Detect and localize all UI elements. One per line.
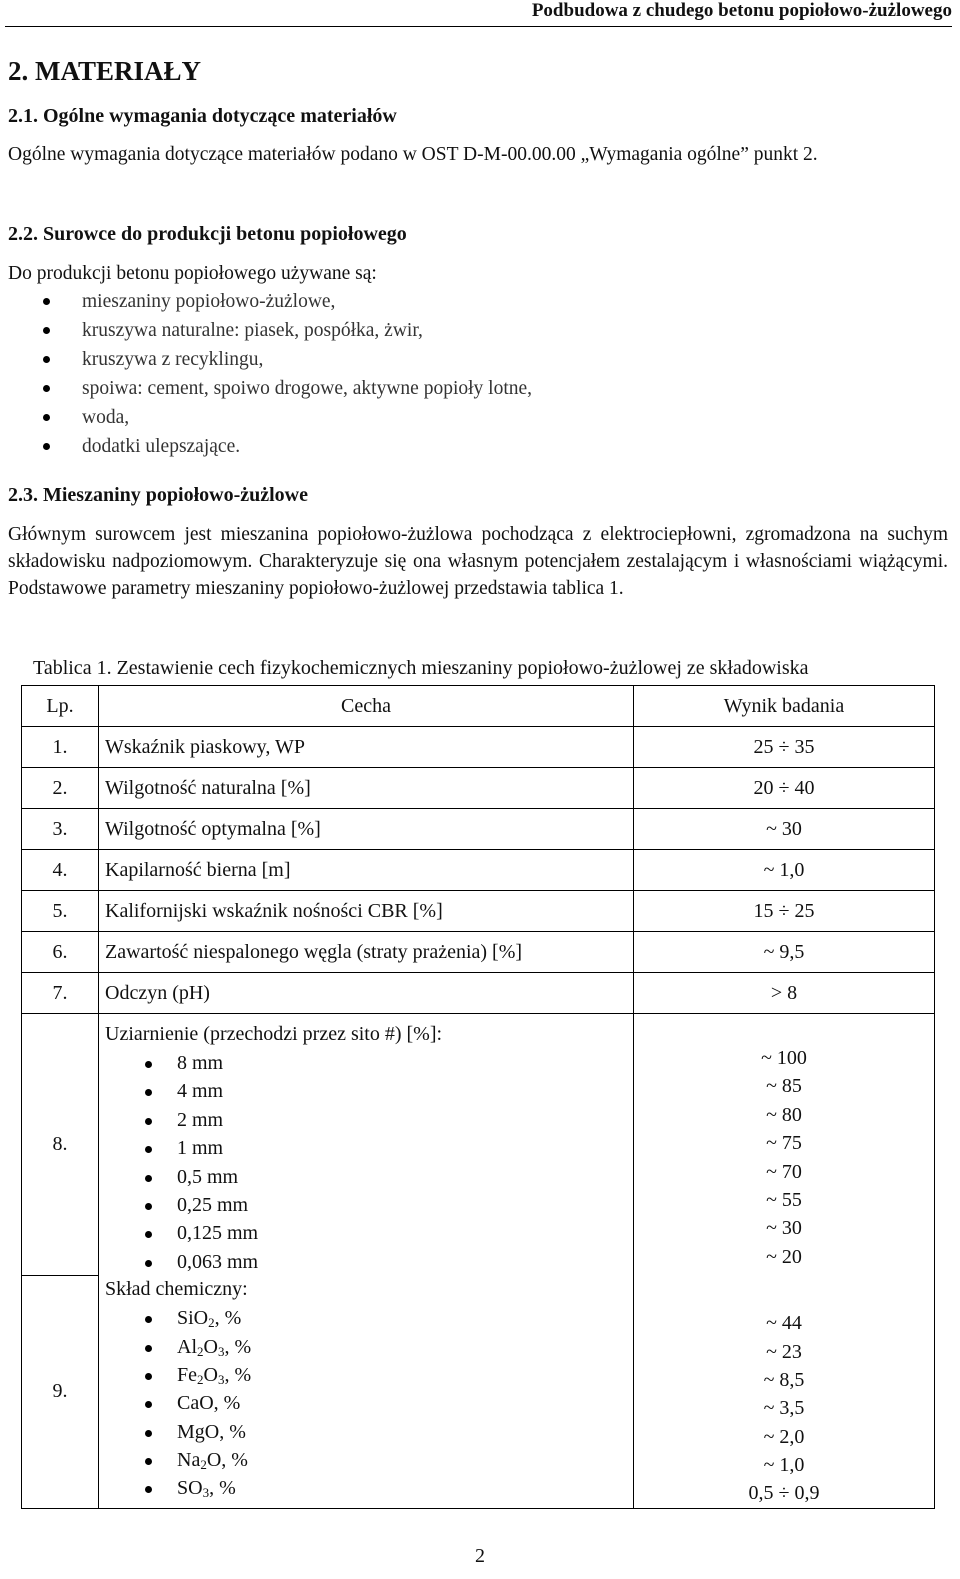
table-row: [22, 932, 935, 973]
table-row: [22, 850, 935, 891]
table-row: [22, 809, 935, 850]
table-row: [22, 768, 935, 809]
row-feature: Zawartość niespalonego węgla (straty prażenia) [%]: [99, 932, 634, 973]
grain-block: [105, 1014, 633, 1275]
chem-title: Skład chemiczny:: [105, 1278, 248, 1301]
row-lp: 2.: [22, 768, 99, 809]
row-lp: 1.: [22, 727, 99, 768]
value: ~ 75: [766, 1132, 802, 1155]
row-lp: 9.: [22, 1275, 99, 1508]
row-lp: 6.: [22, 932, 99, 973]
grain-title: Uziarnienie (przechodzi przez sito #) [%]:: [105, 1023, 443, 1045]
value: ~ 2,0: [763, 1425, 805, 1448]
list-item: kruszywa z recyklingu,: [0, 345, 532, 374]
sieve-list: [105, 1048, 633, 1275]
list-item: $Fe_2O_3$, %: [105, 1360, 633, 1388]
row-feature: [99, 1275, 634, 1508]
list-item: $Al_2O_3$, %: [105, 1332, 633, 1360]
value: ~ 55: [766, 1188, 802, 1211]
header-result: Wynik badania: [634, 686, 935, 727]
section-2-heading: 2. MATERIAŁY: [8, 56, 202, 86]
list-item: 8 mm: [105, 1048, 633, 1076]
value: ~ 3,5: [763, 1397, 805, 1420]
list-item: dodatki ulepszające.: [0, 432, 532, 461]
list-item: mieszaniny popiołowo-żużlowe,: [0, 287, 532, 316]
row-lp: 5.: [22, 891, 99, 932]
list-item: CaO, %: [105, 1388, 633, 1416]
table-row: [22, 891, 935, 932]
row-feature: Wilgotność optymalna [%]: [99, 809, 634, 850]
row-value: 25 ÷ 35: [634, 727, 935, 768]
value: ~ 1,0: [763, 1454, 805, 1477]
list-item: MgO, %: [105, 1417, 633, 1445]
row-feature: Kalifornijski wskaźnik nośności CBR [%]: [99, 891, 634, 932]
list-item: 1 mm: [105, 1133, 633, 1161]
page-number: 2: [475, 1545, 485, 1567]
row-lp: 7.: [22, 973, 99, 1014]
list-item: $Na_2O$, %: [105, 1445, 633, 1473]
row-feature: Odczyn (pH): [99, 973, 634, 1014]
row-feature: Wilgotność naturalna [%]: [99, 768, 634, 809]
table-header-row: [22, 686, 935, 727]
header-feature: Cecha: [99, 686, 634, 727]
row-value: ~ 30: [634, 809, 935, 850]
table-row: [22, 727, 935, 768]
list-item: spoiwa: cement, spoiwo drogowe, aktywne popioły lotne,: [0, 374, 532, 403]
section-2-1-heading: 2.1. Ogólne wymagania dotyczące materiałów: [8, 105, 397, 127]
section-2-2-intro: Do produkcji betonu popiołowego używane są:: [8, 263, 377, 284]
section-2-1-text: Ogólne wymagania dotyczące materiałów podano w OST D-M-00.00.00 „Wymagania ogólne” punkt 2.: [8, 144, 818, 165]
header-lp: Lp.: [22, 686, 99, 727]
list-item: 0,063 mm: [105, 1247, 633, 1275]
row-value: > 8: [634, 973, 935, 1014]
section-2-3-heading: 2.3. Mieszaniny popiołowo-żużlowe: [8, 484, 308, 506]
list-item: 0,5 mm: [105, 1162, 633, 1190]
list-item: woda,: [0, 403, 532, 432]
grain-values: [634, 1044, 934, 1271]
row-feature: Wskaźnik piaskowy, WP: [99, 727, 634, 768]
value: ~ 70: [766, 1160, 802, 1183]
section-2-3-text: Głównym surowcem jest mieszanina popiołowo-żużlowa pochodząca z elektrociepłowni, zgromadzona na suchym składowisku nadpoziomowym. Charakteryzuje się ona własnym potencjałem zestalającym i własnościami wiążącymi. Podstawowe parametry mieszaniny popiołowo-żużlowej przedstawia tablica 1.: [8, 524, 948, 599]
table-row: [22, 973, 935, 1014]
value: ~ 20: [766, 1245, 802, 1268]
list-item: $SO_3$, %: [105, 1473, 633, 1501]
row-value: ~ 9,5: [634, 932, 935, 973]
section-2-2-heading: 2.2. Surowce do produkcji betonu popiołowego: [8, 223, 407, 245]
row-value: 15 ÷ 25: [634, 891, 935, 932]
row-value: [634, 1275, 935, 1508]
list-item: 0,125 mm: [105, 1218, 633, 1246]
value: ~ 8,5: [763, 1368, 805, 1391]
value: ~ 23: [766, 1340, 802, 1363]
value: ~ 100: [761, 1047, 807, 1069]
row-value: 20 ÷ 40: [634, 768, 935, 809]
list-item: 0,25 mm: [105, 1190, 633, 1218]
row-lp: 4.: [22, 850, 99, 891]
chem-block: [105, 1275, 633, 1502]
value: ~ 30: [766, 1217, 802, 1240]
row-lp: 8.: [22, 1014, 99, 1276]
list-item: kruszywa naturalne: piasek, pospółka, żwir,: [0, 316, 532, 345]
properties-table: [21, 685, 935, 1509]
running-header: Podbudowa z chudego betonu popiołowo-żużlowego: [531, 0, 952, 21]
chem-values: [634, 1309, 934, 1508]
value: 0,5 ÷ 0,9: [748, 1482, 820, 1505]
table-row-grain: [22, 1014, 935, 1276]
materials-list: [0, 287, 532, 461]
table-caption: Tablica 1. Zestawienie cech fizykochemicznych mieszaniny popiołowo-żużlowej ze składowiska: [33, 657, 809, 679]
compound-list: [105, 1303, 633, 1502]
row-feature: [99, 1014, 634, 1276]
row-feature: Kapilarność bierna [m]: [99, 850, 634, 891]
list-item: SiO$_2$, %: [105, 1303, 633, 1331]
value: ~ 80: [766, 1103, 802, 1126]
value: ~ 85: [766, 1075, 802, 1098]
value: ~ 44: [766, 1312, 802, 1335]
row-value: [634, 1014, 935, 1276]
row-value: ~ 1,0: [634, 850, 935, 891]
list-item: 4 mm: [105, 1076, 633, 1104]
table-row-chem: [22, 1275, 935, 1508]
list-item: 2 mm: [105, 1105, 633, 1133]
row-lp: 3.: [22, 809, 99, 850]
header-rule: [5, 26, 952, 27]
